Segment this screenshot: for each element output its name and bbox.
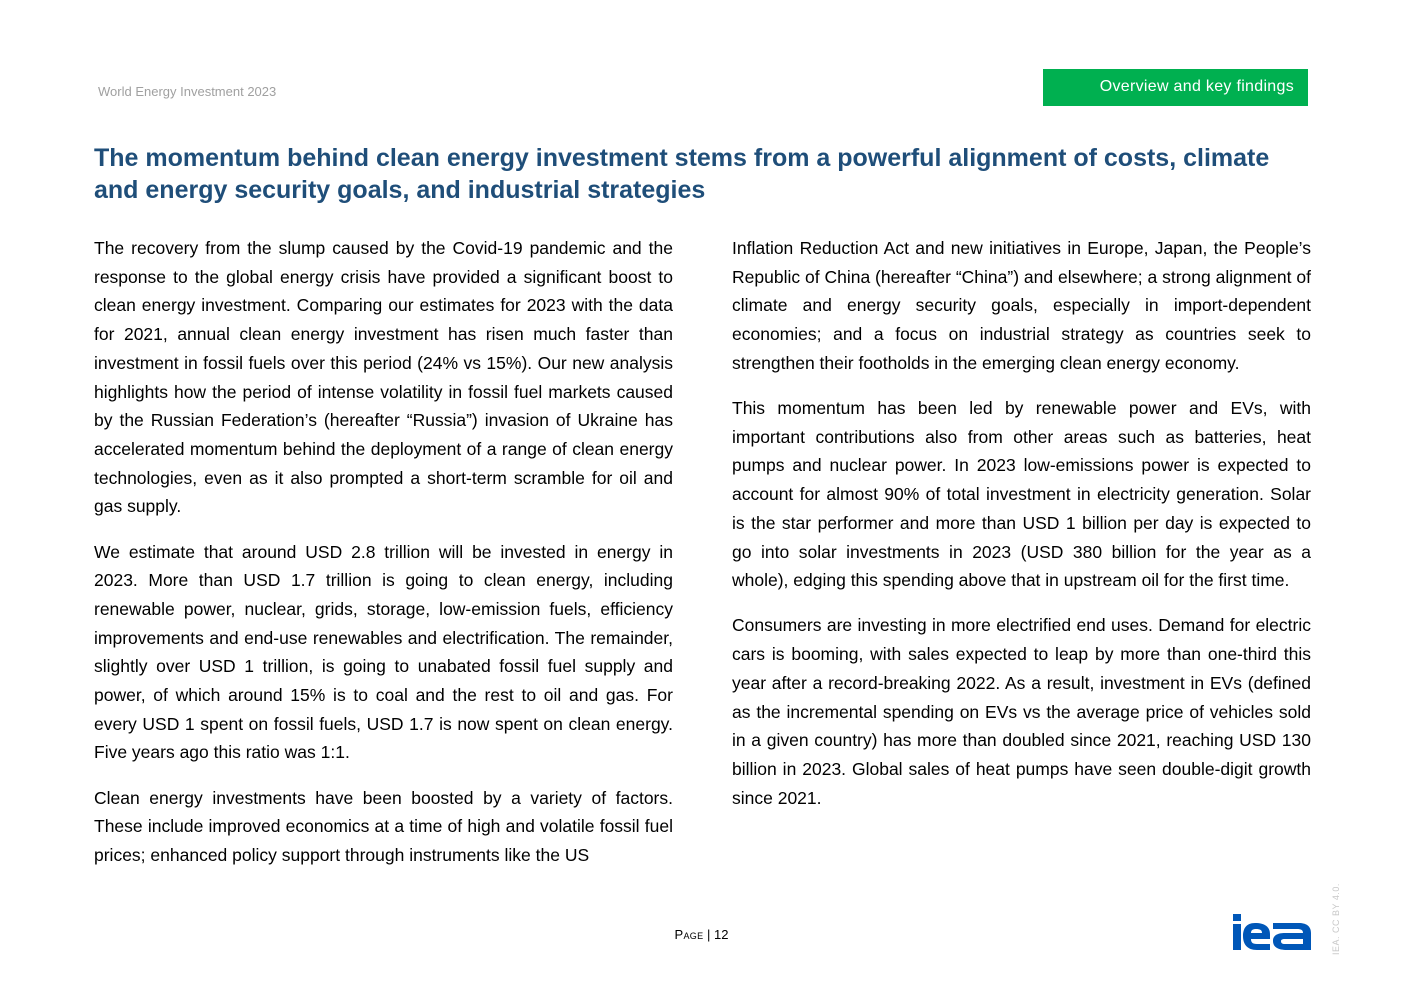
page-number-value: 12	[714, 927, 729, 942]
logo-a	[1273, 923, 1311, 950]
right-column	[732, 234, 1311, 829]
left-column	[94, 234, 673, 886]
section-tab: Overview and key findings	[1043, 69, 1308, 106]
report-title: World Energy Investment 2023	[98, 84, 277, 99]
page-label: Page	[674, 927, 704, 942]
paragraph: Inflation Reduction Act and new initiatives in Europe, Japan, the People’s Republic of China (hereafter “China”) and elsewhere; a strong alignment of climate and energy security goals, especially in import-dependent economies; and a focus on industrial strategy as countries seek to strengthen their footholds in the emerging clean energy economy.	[732, 238, 1311, 373]
logo-dot	[1233, 914, 1241, 921]
page-number	[0, 927, 1403, 942]
logo-i-stem	[1233, 924, 1241, 950]
paragraph: Consumers are investing in more electrified end uses. Demand for electric cars is booming, with sales expected to leap by more than one-third this year after a record-breaking 2022. As a result, investment in EVs (defined as the incremental spending on EVs vs the average price of vehicles sold in a given country) has more than doubled since 2021, reaching USD 130 billion in 2023. Global sales of heat pumps have seen double-digit growth since 2021.	[732, 615, 1311, 808]
iea-logo	[1233, 914, 1311, 950]
logo-e	[1243, 923, 1270, 950]
paragraph: The recovery from the slump caused by the Covid-19 pandemic and the response to the global energy crisis have provided a significant boost to clean energy investment. Comparing our estimates for 2023 with the data for 2021, annual clean energy investment has risen much faster than investment in fossil fuels over this period (24% vs 15%). Our new analysis highlights how the period of intense volatility in fossil fuel markets caused by the Russian Federation’s (hereafter “Russia”) invasion of Ukraine has accelerated momentum behind the deployment of a range of clean energy technologies, even as it also prompted a short-term scramble for oil and gas supply.	[94, 238, 673, 517]
page-title: The momentum behind clean energy investment stems from a powerful alignment of costs, climate and energy security goals, and industrial strategies	[94, 144, 1270, 204]
paragraph: This momentum has been led by renewable power and EVs, with important contributions also from other areas such as batteries, heat pumps and nuclear power. In 2023 low-emissions power is expected to account for almost 90% of total investment in electricity generation. Solar is the star performer and more than USD 1 billion per day is expected to go into solar investments in 2023 (USD 380 billion for the year as a whole), edging this spending above that in upstream oil for the first time.	[732, 398, 1311, 591]
license-text: IEA. CC BY 4.0.	[1331, 883, 1341, 955]
page-separator: |	[707, 927, 711, 942]
paragraph: Clean energy investments have been boosted by a variety of factors. These include improved economics at a time of high and volatile fossil fuel prices; enhanced policy support through instruments like the US	[94, 787, 673, 866]
paragraph: We estimate that around USD 2.8 trillion will be invested in energy in 2023. More than USD 1.7 trillion is going to clean energy, including renewable power, nuclear, grids, storage, low-emission fuels, efficiency improvements and end-use renewables and electrification. The remainder, slightly over USD 1 trillion, is going to unabated fossil fuel supply and power, of which around 15% is to coal and the rest to oil and gas. For every USD 1 spent on fossil fuels, USD 1.7 is now spent on clean energy. Five years ago this ratio was 1:1.	[94, 541, 673, 763]
